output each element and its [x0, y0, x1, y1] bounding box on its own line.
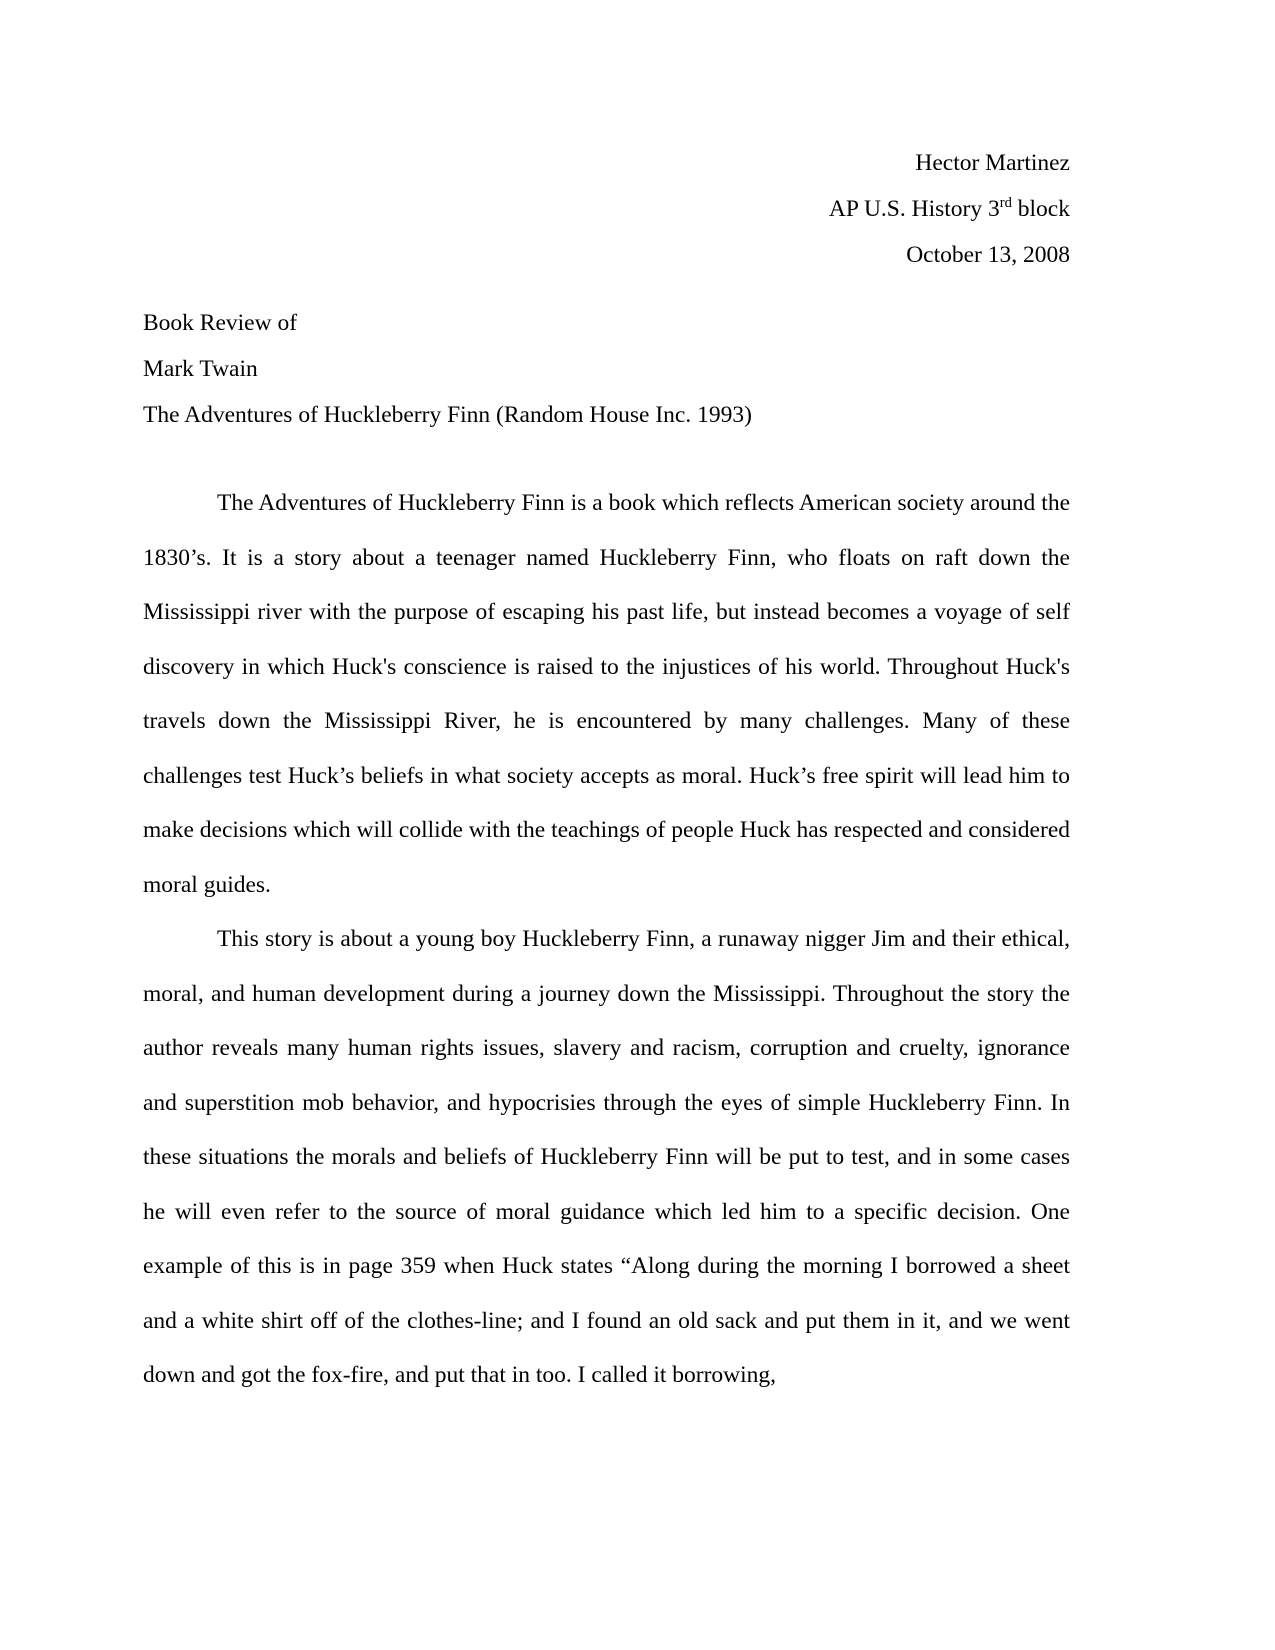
document-title-block — [143, 300, 1070, 438]
body-paragraph: This story is about a young boy Huckleberry Finn, a runaway nigger Jim and their ethical, moral, and human development during a journey down the Mississippi. Throughout the story the author reveals many human rights issues, slavery and racism, corruption and cruelty, ignorance and superstition mob behavior, and hypocrisies through the eyes of simple Huckleberry Finn. In these situations the morals and beliefs of Huckleberry Finn will be put to test, and in some cases he will even refer to the source of moral guidance which led him to a specific decision. One example of this is in page 359 when Huck states “Along during the morning I borrowed a sheet and a white shirt off of the clothes-line; and I found an old sack and put them in it, and we went down and got the fox-fire, and put that in too. I called it borrowing, — [143, 926, 1070, 1388]
title-line-3: The Adventures of Huckleberry Finn (Random House Inc. 1993) — [143, 402, 752, 428]
course-line — [143, 186, 1070, 232]
body-paragraph: The Adventures of Huckleberry Finn is a book which reflects American society around the 1830’s. It is a story about a teenager named Huckleberry Finn, who floats on raft down the Mississippi river with the purpose of escaping his past life, but instead becomes a voyage of self discovery in which Huck's conscience is raised to the injustices of his world. Throughout Huck's travels down the Mississippi River, he is encountered by many challenges. Many of these challenges test Huck’s beliefs in what society accepts as moral. Huck’s free spirit will lead him to make decisions which will collide with the teachings of people Huck has respected and considered moral guides. — [143, 490, 1070, 898]
title-line-1: Book Review of — [143, 310, 298, 336]
course-ordinal-suffix: rd — [999, 195, 1012, 212]
document-heading — [143, 140, 1070, 278]
date-line: October 13, 2008 — [906, 242, 1070, 268]
title-line-2: Mark Twain — [143, 356, 258, 382]
course-block-label: block — [1011, 196, 1070, 222]
author-name: Hector Martinez — [915, 150, 1070, 176]
document-body — [143, 476, 1070, 1403]
course-prefix: AP U.S. History 3 — [828, 196, 1000, 222]
